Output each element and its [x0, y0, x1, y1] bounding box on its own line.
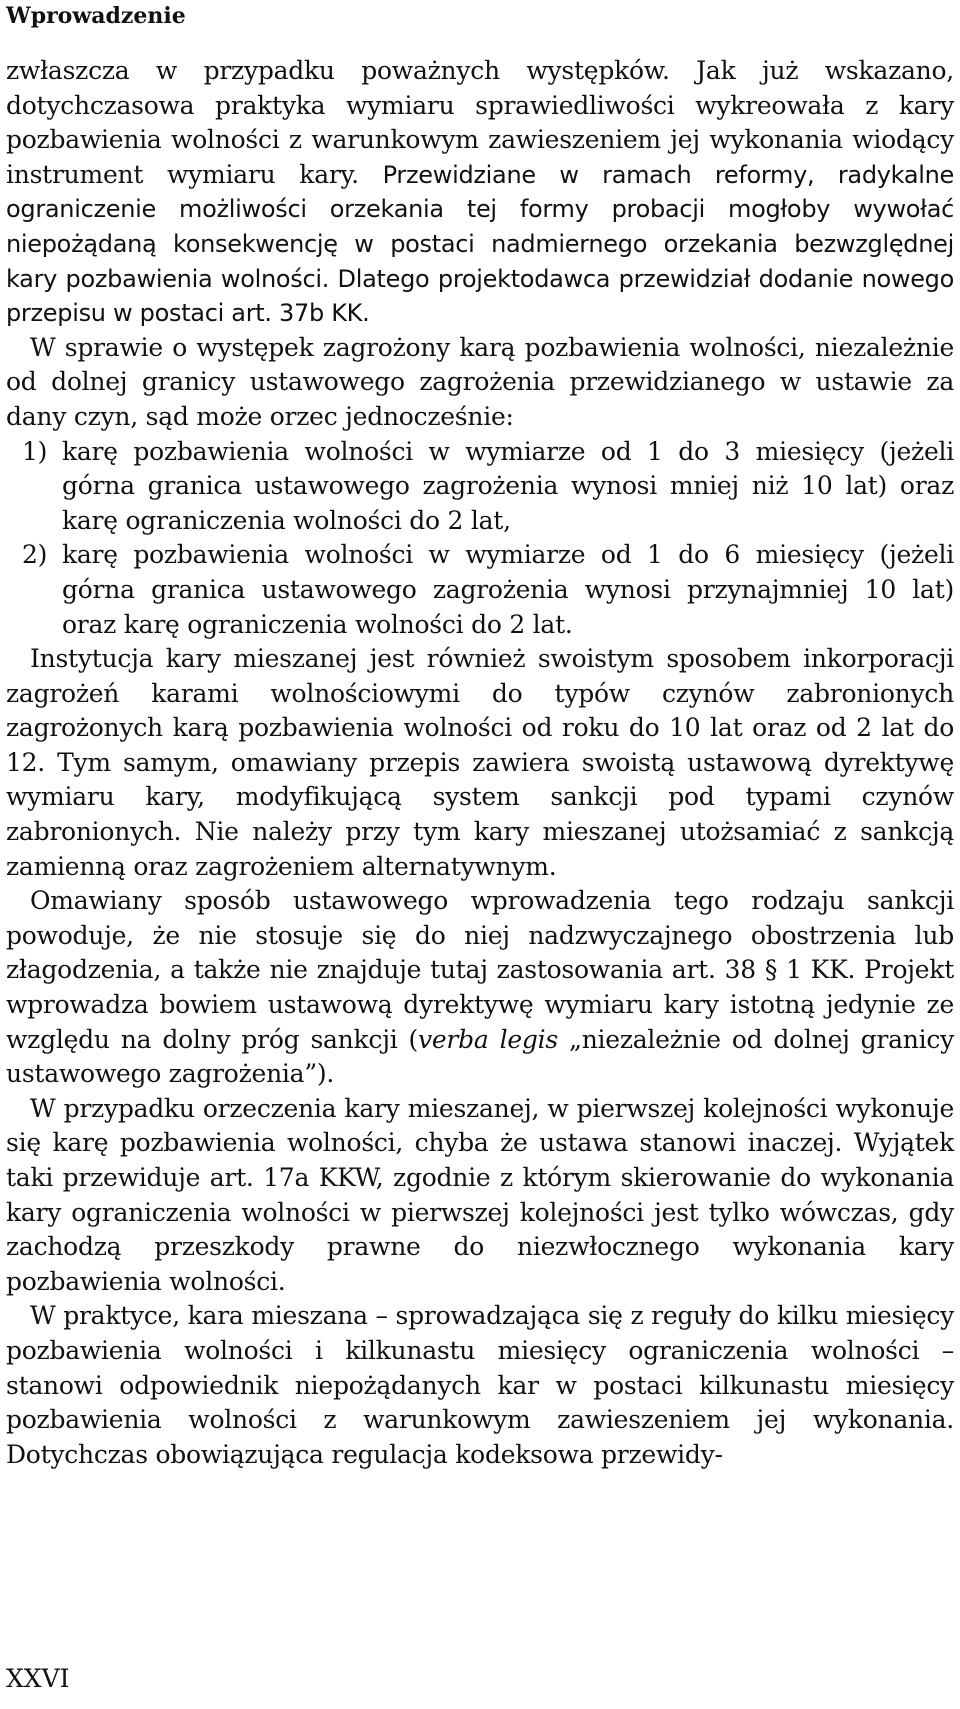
- paragraph-4-italic-phrase: verba legis: [418, 1024, 558, 1054]
- list-item-2-number: 2): [22, 540, 48, 570]
- paragraph-3: Instytucja kary mieszanej jest również swoistym sposobem inkorporacji zagrożeń karami wolnościowymi do typów czynów zabronionych zagrożonych karą pozbawienia wolności od roku do 10 lat oraz od 2 lat do 12. Tym samym, omawiany przepis zawiera swoistą ustawową dyrektywę wymiaru kary, modyfikującą system sankcji pod typami czynów zabronionych. Nie należy przy tym kary mieszanej utożsamiać z sankcją zamienną oraz zagrożeniem alternatywnym.: [6, 644, 954, 881]
- list-item-2-text: karę pozbawienia wolności w wymiarze od 1 do 6 miesięcy (jeżeli górna granica ustawowego zagrożenia wynosi przynajmniej 10 lat) oraz karę ograniczenia wolności do 2 lat.: [62, 540, 954, 639]
- paragraph-5: W przypadku orzeczenia kary mieszanej, w pierwszej kolejności wykonuje się karę pozbawienia wolności, chyba że ustawa stanowi inaczej. Wyjątek taki przewiduje art. 17a KKW, zgodnie z którym skierowanie do wykonania kary ograniczenia wolności w pierwszej kolejności jest tylko wówczas, gdy zachodzą przeszkody prawne do niezwłocznego wykonania kary pozbawienia wolności.: [6, 1093, 954, 1296]
- list-item-2: [6, 538, 954, 642]
- list-item-1-number: 1): [22, 436, 48, 466]
- paragraph-6: W praktyce, kara mieszana – sprowadzająca się z reguły do kilku miesięcy pozbawienia wolności i kilkunastu miesięcy ograniczenia wolności – stanowi odpowiednik niepożądanych kar w postaci kilkunastu miesięcy pozbawienia wolności z warunkowym zawieszeniem jej wykonania. Dotychczas obowiązująca regulacja kodeksowa przewidy-: [6, 1301, 954, 1469]
- list-item-1-text: karę pozbawienia wolności w wymiarze od 1 do 3 miesięcy (jeżeli górna granica ustawowego zagrożenia wynosi mniej niż 10 lat) oraz karę ograniczenia wolności do 2 lat,: [62, 436, 954, 535]
- page-number: XXVI: [6, 1664, 70, 1693]
- list-item-1: [6, 435, 954, 539]
- paragraph-1-sans-text: Przewidziane w ramach reformy, radykalne ograniczenie możliwości orzekania tej formy probacji mogłoby wywołać niepożądaną konsekwencję w postaci nadmiernego orzekania bezwzględnej kary pozbawienia wolności. Dlatego projektodawca przewidział dodanie nowego przepisu w postaci art. 37b KK.: [6, 160, 954, 328]
- paragraph-2-intro: W sprawie o występek zagrożony karą pozbawienia wolności, niezależnie od dolnej granicy ustawowego zagrożenia przewidzianego w ustawie za dany czyn, sąd może orzec jednocześnie:: [6, 332, 954, 431]
- paragraph-4-text-after: „niezależnie od dolnej granicy ustawowego zagrożenia”).: [6, 1024, 955, 1089]
- running-head: Wprowadzenie: [6, 3, 186, 29]
- paragraph-1: [6, 54, 954, 331]
- paragraph-4-text-before: Omawiany sposób ustawowego wprowadzenia tego rodzaju sankcji powoduje, że nie stosuje się do niej nadzwyczajnego obostrzenia lub złagodzenia, a także nie znajduje tutaj zastosowania art. 38 § 1 KK. Projekt wprowadza bowiem ustawową dyrektywę wymiaru kary istotną jedynie ze względu na dolny próg sankcji (: [6, 886, 954, 1054]
- paragraph-4: [6, 884, 954, 1092]
- paragraph-1-serif-text: zwłaszcza w przypadku poważnych występków. Jak już wskazano, dotychczasowa praktyka wymiaru sprawiedliwości wykreowała z kary pozbawienia wolności z warunkowym zawieszeniem jej wykonania wiodący instrument wymiaru kary.: [6, 56, 954, 189]
- body-text: [6, 54, 954, 1472]
